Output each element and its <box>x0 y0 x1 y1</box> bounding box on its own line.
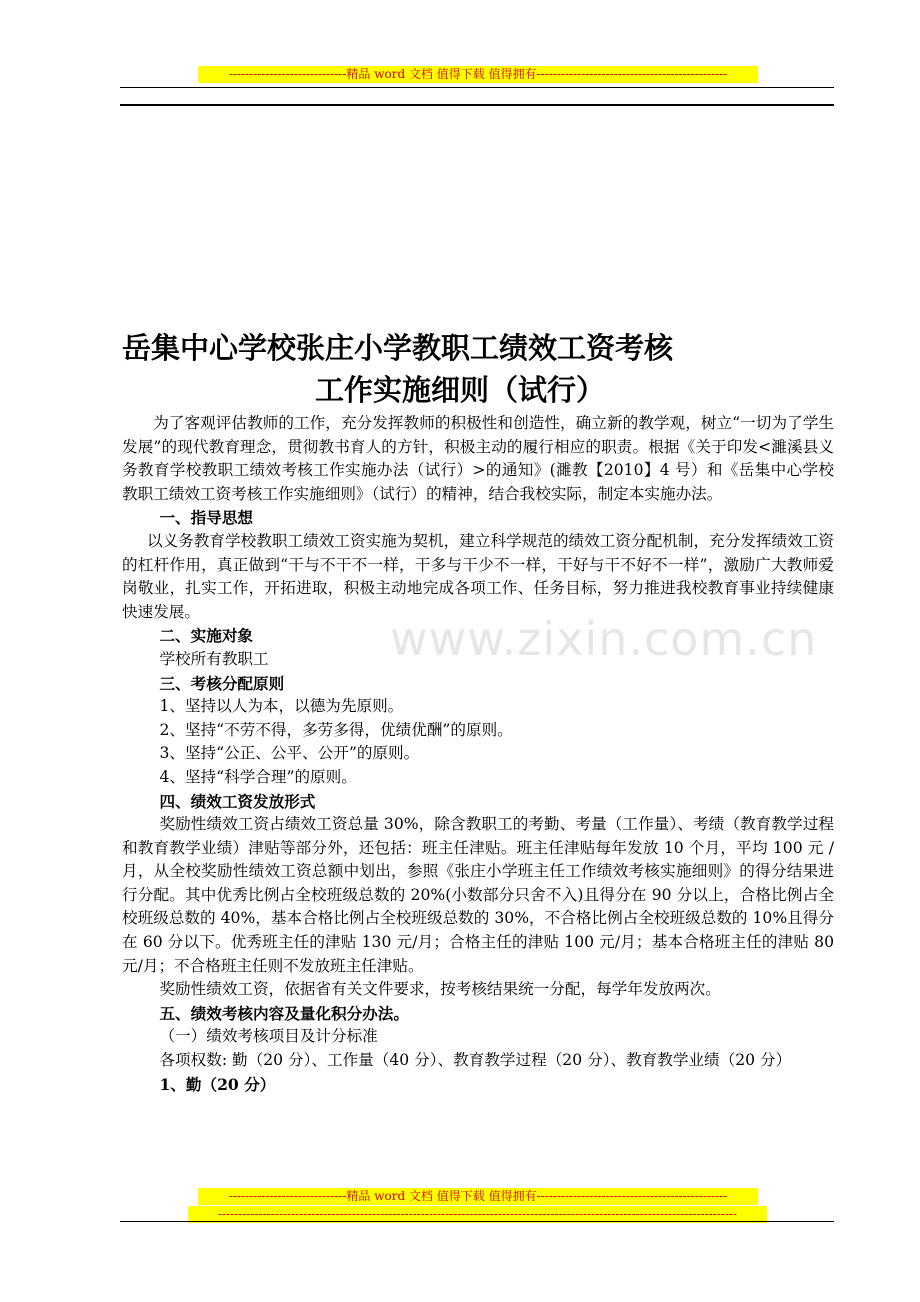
header-rule-thin <box>120 87 834 88</box>
section-1-body: 以义务教育学校教职工绩效工资实施为契机，建立科学规范的绩效工资分配机制，充分发挥绩效工资的杠杆作用，真正做到“干与不干不一样，干多与干少不一样，干好与干不好不一样”，激励广大教师爱岗敬业，扎实工作，开拓进取，积极主动地完成各项工作、任务目标，努力推进我校教育事业持续健康快速发展。 <box>122 531 834 621</box>
section-2-heading: 二、实施对象 <box>159 626 254 646</box>
page-title-line2: 工作实施细则（试行） <box>314 373 605 407</box>
watermark: www.zixin.com.cn <box>390 612 818 666</box>
intro-paragraph: 为了客观评估教师的工作，充分发挥教师的积极性和创造性，确立新的教学观，树立“一切为了学生发展”的现代教育理念，贯彻教书育人的方针，积极主动的履行相应的职责。根据《关于印发<濉溪县义务教育学校教职工绩效考核工作实施办法（试行）>的通知》(濉教【2010】4 号）和《岳集中心学校教职工绩效工资考核工作实施细则》（试行）的精神，结合我校实际，制定本实施办法。 <box>122 414 834 503</box>
section-5-heading: 五、绩效考核内容及量化积分办法。 <box>159 1003 409 1023</box>
section-5-item-1: 1、勤（20 分） <box>159 1074 276 1094</box>
page-title-line1: 岳集中心学校张庄小学教职工绩效工资考核 <box>122 331 674 365</box>
footer-banner: -----------------------------精品 word 文档 值得下载 值得拥有----------------------------------------------- <box>198 1188 758 1205</box>
section-5-weights: 各项权数: 勤（20 分）、工作量（40 分）、教育教学过程（20 分）、教育教学业绩（20 分） <box>159 1051 792 1070</box>
header-banner: -----------------------------精品 word 文档 值得下载 值得拥有----------------------------------------------- <box>198 66 758 83</box>
principle-item-4: 4、坚持“科学合理”的原则。 <box>159 767 357 786</box>
footer-rule <box>120 1221 834 1222</box>
principle-item-3: 3、坚持“公正、公平、公开”的原则。 <box>159 744 420 763</box>
principle-item-1: 1、坚持以人为本，以德为先原则。 <box>159 697 404 716</box>
footer-banner-dashes: -------------------------------------------------------------------------------------------------------------------------------- <box>188 1206 767 1223</box>
header-rule-thick <box>120 104 834 106</box>
document-body <box>122 412 834 1096</box>
section-4-body-2: 奖励性绩效工资，依据省有关文件要求，按考核结果统一分配，每学年发放两次。 <box>159 980 721 999</box>
section-2-body: 学校所有教职工 <box>159 649 269 668</box>
principle-item-2: 2、坚持“不劳不得，多劳多得，优绩优酬”的原则。 <box>159 720 513 739</box>
section-3-heading: 三、考核分配原则 <box>159 673 285 693</box>
section-4-body-1: 奖励性绩效工资占绩效工资总量 30%，除含教职工的考勤、考量（工作量）、考绩（教育教学过程和教育教学业绩）津贴等部分外，还包括：班主任津贴。班主任津贴每年发放 10 个月，平均 100 元 / 月，从全校奖励性绩效工资总额中划出，参照《张庄小学班主任工作绩效考核实施细则》的得分结果进行分配。其中优秀比例占全校班级总数的 20%(小数部分只舍不入)且得分在 90 分以上，合格比例占全校班级总数的 40%，基本合格比例占全校班级总数的 30%，不合格比例占全校班级总数的 10%且得分在 60 分以下。优秀班主任的津贴 130 元/月；合格主任的津贴 100 元/月；基本合格班主任的津贴 80 元/月；不合格班主任则不发放班主任津贴。 <box>122 815 834 975</box>
section-5-subheading: （一）绩效考核项目及计分标准 <box>159 1027 378 1046</box>
section-1-heading: 一、指导思想 <box>159 508 254 528</box>
section-4-heading: 四、绩效工资发放形式 <box>159 791 316 811</box>
